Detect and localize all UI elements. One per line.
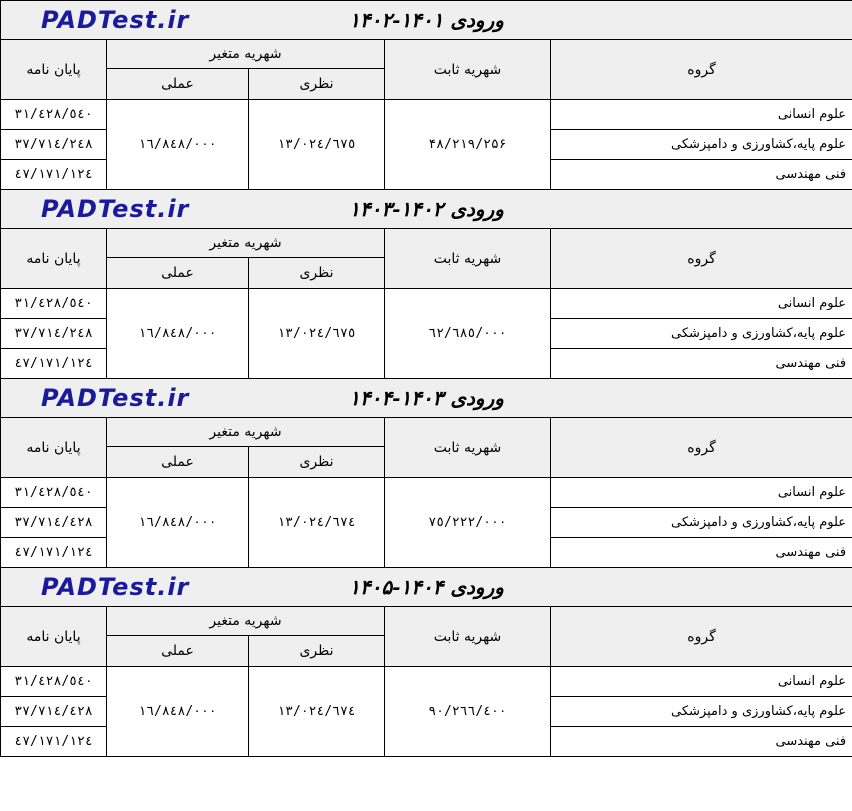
group-cell: علوم پایه،کشاورزی و دامپزشکی (551, 130, 852, 160)
table-row (1, 289, 852, 319)
group-header: گروه (551, 229, 852, 289)
thesis-fee-cell: ۳۷/۷۱٤/۲٤۸ (1, 319, 107, 349)
watermark-logo: PADTest.ir (41, 384, 190, 412)
variable-fee-header: شهریه متغیر (107, 418, 385, 447)
table-row (1, 667, 852, 697)
group-cell: علوم انسانی (551, 289, 852, 319)
section-banner (1, 190, 852, 229)
watermark-logo: PADTest.ir (41, 6, 190, 34)
theory-fee-cell: ۱۳/۰۲٤/٦٧٥ (249, 100, 385, 190)
fixed-fee-cell: ٦۲/٦۸٥/۰۰۰ (385, 289, 551, 379)
practical-fee-cell: ۱٦/۸٤۸/۰۰۰ (107, 667, 249, 757)
practical-fee-cell: ۱٦/۸٤۸/۰۰۰ (107, 289, 249, 379)
section-title: ورودی ۱۴۰۱-۱۴۰۲ (349, 8, 504, 32)
section-banner (1, 1, 852, 40)
section-banner (1, 568, 852, 607)
theory-header: نظری (249, 636, 385, 667)
group-header: گروه (551, 607, 852, 667)
variable-fee-header: شهریه متغیر (107, 40, 385, 69)
thesis-fee-cell: ۳۷/۷۱٤/۲٤۸ (1, 130, 107, 160)
practical-fee-cell: ۱٦/۸٤۸/۰۰۰ (107, 478, 249, 568)
thesis-fee-cell: ٤۷/۱۷۱/۱۲٤ (1, 349, 107, 379)
fixed-fee-header: شهریه ثابت (385, 418, 551, 478)
group-cell: فنی مهندسی (551, 349, 852, 379)
practical-header: عملی (107, 69, 249, 100)
section-title: ورودی ۱۴۰۲-۱۴۰۳ (349, 197, 504, 221)
watermark-logo: PADTest.ir (41, 195, 190, 223)
thesis-fee-cell: ٤۷/۱۷۱/۱۲٤ (1, 160, 107, 190)
group-cell: علوم انسانی (551, 100, 852, 130)
variable-fee-header: شهریه متغیر (107, 607, 385, 636)
group-header: گروه (551, 418, 852, 478)
group-cell: علوم انسانی (551, 667, 852, 697)
theory-fee-cell: ۱۳/۰۲٤/٦٧٤ (249, 667, 385, 757)
thesis-header: پایان نامه (1, 607, 107, 667)
group-cell: علوم پایه،کشاورزی و دامپزشکی (551, 697, 852, 727)
table-row (1, 478, 852, 508)
group-cell: علوم پایه،کشاورزی و دامپزشکی (551, 508, 852, 538)
practical-header: عملی (107, 447, 249, 478)
thesis-header: پایان نامه (1, 40, 107, 100)
group-cell: فنی مهندسی (551, 160, 852, 190)
practical-header: عملی (107, 258, 249, 289)
thesis-fee-cell: ۳۱/٤۲۸/٥٤۰ (1, 289, 107, 319)
thesis-fee-cell: ۳۷/۷۱٤/٤۲۸ (1, 697, 107, 727)
watermark-logo: PADTest.ir (41, 573, 190, 601)
table-row (1, 100, 852, 130)
variable-fee-header: شهریه متغیر (107, 229, 385, 258)
group-cell: فنی مهندسی (551, 538, 852, 568)
section-title: ورودی ۱۴۰۴-۱۴۰۵ (349, 575, 504, 599)
thesis-fee-cell: ۳۱/٤۲۸/٥٤۰ (1, 100, 107, 130)
header-row-top (1, 229, 852, 258)
thesis-header: پایان نامه (1, 229, 107, 289)
fixed-fee-header: شهریه ثابت (385, 229, 551, 289)
section-banner (1, 379, 852, 418)
thesis-fee-cell: ۳۷/۷۱٤/٤۲۸ (1, 508, 107, 538)
section-title: ورودی ۱۴۰۳-۱۴۰۴ (349, 386, 504, 410)
header-row-top (1, 607, 852, 636)
group-cell: علوم پایه،کشاورزی و دامپزشکی (551, 319, 852, 349)
practical-header: عملی (107, 636, 249, 667)
thesis-fee-cell: ٤۷/۱۷۱/۱۲٤ (1, 538, 107, 568)
thesis-header: پایان نامه (1, 418, 107, 478)
theory-fee-cell: ۱۳/۰۲٤/٦٧٥ (249, 289, 385, 379)
group-cell: فنی مهندسی (551, 727, 852, 757)
theory-fee-cell: ۱۳/۰۲٤/٦٧٤ (249, 478, 385, 568)
fixed-fee-header: شهریه ثابت (385, 607, 551, 667)
fixed-fee-cell: ۹۰/۲٦٦/٤۰۰ (385, 667, 551, 757)
theory-header: نظری (249, 69, 385, 100)
group-cell: علوم انسانی (551, 478, 852, 508)
fixed-fee-cell: ۷٥/۲۲۲/۰۰۰ (385, 478, 551, 568)
theory-header: نظری (249, 258, 385, 289)
practical-fee-cell: ۱٦/۸٤۸/۰۰۰ (107, 100, 249, 190)
thesis-fee-cell: ۳۱/٤۲۸/٥٤۰ (1, 667, 107, 697)
header-row-top (1, 418, 852, 447)
thesis-fee-cell: ۳۱/٤۲۸/٥٤۰ (1, 478, 107, 508)
header-row-top (1, 40, 852, 69)
group-header: گروه (551, 40, 852, 100)
theory-header: نظری (249, 447, 385, 478)
fixed-fee-header: شهریه ثابت (385, 40, 551, 100)
fixed-fee-cell: ۴۸/۲۱۹/۲۵۶ (385, 100, 551, 190)
thesis-fee-cell: ٤۷/۱۷۱/۱۲٤ (1, 727, 107, 757)
